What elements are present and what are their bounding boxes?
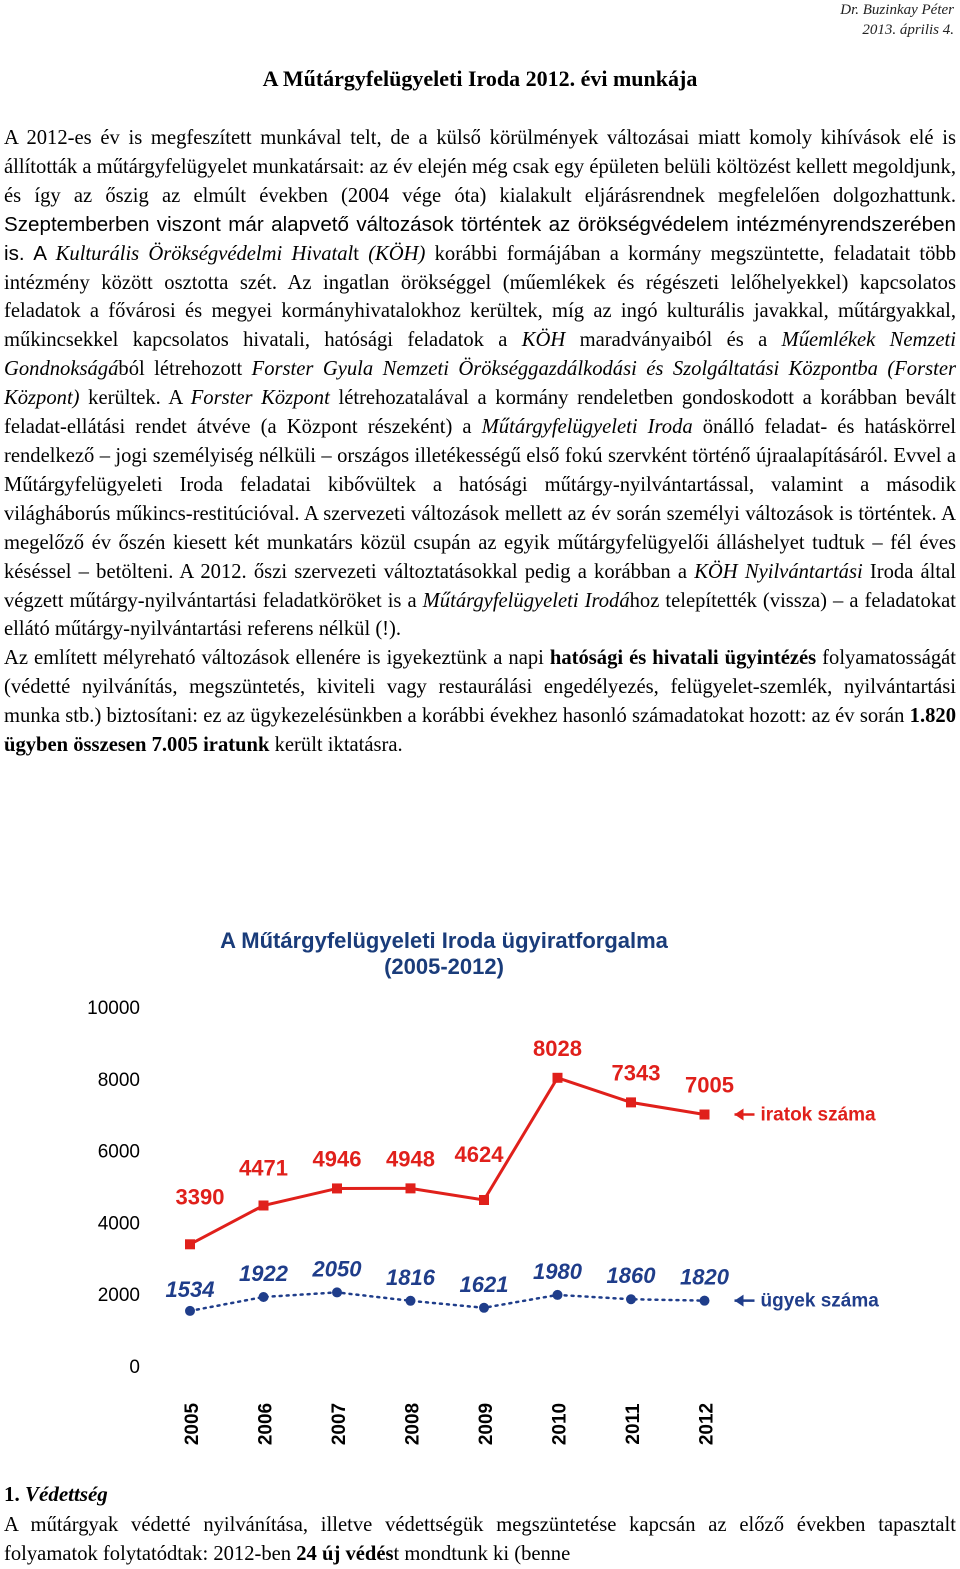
data-label: 1621 xyxy=(459,1271,509,1297)
document-date: 2013. április 4. xyxy=(862,22,954,38)
legend-arrowhead xyxy=(735,1109,744,1121)
text-run: maradványaiból és a xyxy=(565,329,782,352)
paragraph-3 xyxy=(4,1511,956,1569)
text-run: A szervezeti változások mellett az év során személyi változások is történtek. A megelőző év őszén kiesett két munkatárs közül csupán az egyik műtárgyfelügyelői álláshelyet tudtuk – fél éves késéssel – betölteni. A 2012. őszi szervezeti változtatásokkal pedig a korábban a xyxy=(4,502,956,583)
italic-run: Műtárgyfelügyeleti Irodá xyxy=(422,589,630,612)
x-tick-label: 2010 xyxy=(549,1402,571,1446)
data-label: 4471 xyxy=(239,1155,288,1181)
italic-run: Kulturális Örökségvédelmi Hivatal xyxy=(55,242,354,265)
data-label: 4624 xyxy=(454,1141,504,1167)
italic-run: Forster Központ xyxy=(190,387,330,410)
data-point xyxy=(259,1200,269,1210)
data-label: 1860 xyxy=(606,1263,656,1289)
data-label: 1980 xyxy=(533,1258,582,1284)
text-run: Az ingatlan örökséggel (műemlékek és régészeti lelőhelyekkel) kapcsolatos feladatok a fővárosi és megyei kormányhivatalokhoz kerültek, míg az ingó kulturális javakkal, műtárgyakkal, műkincsekkel kapcsolatos hivatali, hatósági feladatok a xyxy=(4,271,956,352)
paragraph-2 xyxy=(4,644,956,760)
body-text xyxy=(4,124,956,760)
text-run: hoz telepítették (vissza) – a feladatokat ellátó műtárgy-nyilvántartási referens nélkül (!). xyxy=(4,589,956,641)
data-point xyxy=(406,1296,416,1306)
italic-run: Műtárgyfelügyeleti Iroda xyxy=(481,416,693,439)
legend-arrowhead xyxy=(735,1295,744,1307)
text-run: Az említett mélyreható változások ellenére is igyekeztünk a napi xyxy=(4,647,550,670)
text-run: korábbi formájában a kormány megszüntette, feladatait több intézmény között osztotta szét. xyxy=(4,242,957,294)
italic-run: KÖH xyxy=(521,329,566,352)
text-run: folyamatosságát (védetté nyilvánítás, megszüntetés, kiviteli vagy restaurálási engedélyezés, felügyelet-szemlék, nyilvántartási munka stb.) biztosítani: ez az ügykezelésünkben a korábbi évekhez hasonló számadatokat hozott: az év során xyxy=(4,647,957,728)
data-point xyxy=(626,1294,636,1304)
plot-area xyxy=(87,998,879,1445)
data-label: 1534 xyxy=(165,1276,215,1302)
x-tick-label: 2009 xyxy=(476,1402,497,1446)
data-label: 3390 xyxy=(175,1184,225,1210)
data-point xyxy=(479,1195,489,1205)
text-run: Iroda által végzett műtárgy-nyilvántartási feladatköröket is a xyxy=(4,560,956,612)
y-tick-label: 2000 xyxy=(97,1285,140,1307)
bold-run: 24 új védés xyxy=(296,1542,394,1565)
text-run: került iktatásra. xyxy=(269,734,403,757)
data-point xyxy=(553,1073,563,1083)
chart-subtitle: (2005-2012) xyxy=(384,954,504,979)
data-label: 4948 xyxy=(386,1146,435,1172)
text-run: kerültek. A xyxy=(79,387,191,410)
text-run: A 2012-es év is megfeszített munkával telt, de a külső körülmények változásai miatt komoly kihívások elé is állították a műtárgyfelügyelet munkatársait: az év elején még csak egy épületen belüli költözést kellett megoldjunk, és így az őszig az elmúlt években (2004 vége óta) kialakult eljárásrendnek megfelelően dolgozhattunk. xyxy=(4,127,956,207)
italic-run: Műemlékek Nemzeti Gondnokságá xyxy=(4,329,956,381)
data-label: 1922 xyxy=(239,1261,288,1287)
data-point xyxy=(332,1183,342,1193)
data-point xyxy=(479,1303,489,1313)
section-text xyxy=(4,1511,956,1569)
text-run: létrehozatalával a kormány rendeletben gondoskodott a korábban bevált feladat-ellátási rendet átvéve (a Központ részeként) a xyxy=(4,387,957,439)
data-point xyxy=(185,1306,195,1316)
section-heading xyxy=(4,1482,108,1507)
text-run: A műtárgyak védetté nyilvánítása, illetve védettségük megszüntetése kapcsán az előző években tapasztalt folyamatok folytatódtak: 2012-ben xyxy=(4,1514,956,1565)
text-run: önálló feladat- és hatáskörrel rendelkező – jogi személyiség nélküli – országos illetékességű első fokú szervként történő újraalapításáról. Evvel a Műtárgyfelügyeleti Iroda feladatai kibővültek a hatósági műtárgy-nyilvántartással, valamint a második világháborús műkincs-restitúcióval. xyxy=(4,416,956,525)
bold-run: hatósági és hivatali ügyintézés xyxy=(549,647,817,670)
text-run: t mondtunk ki (benne xyxy=(393,1542,571,1565)
data-label: 2050 xyxy=(312,1256,362,1282)
data-label: 7343 xyxy=(611,1060,661,1086)
section-number: 1. xyxy=(4,1482,20,1506)
section-title: Védettség xyxy=(25,1482,108,1506)
chart-title: A Műtárgyfelügyeleti Iroda ügyiratforgalma xyxy=(220,928,668,953)
italic-run: Forster Gyula Nemzeti Örökséggazdálkodási és Szolgáltatási Központba (Forster Központ) xyxy=(4,358,956,410)
y-tick-label: 4000 xyxy=(97,1213,140,1235)
data-label: 4946 xyxy=(312,1146,362,1172)
document-header xyxy=(840,0,954,40)
data-point xyxy=(700,1110,710,1120)
data-point xyxy=(259,1292,269,1302)
italic-run: KÖH Nyilvántartási xyxy=(694,560,863,583)
data-point xyxy=(626,1097,636,1107)
y-tick-label: 0 xyxy=(129,1357,140,1378)
bold-run: 1.820 ügyben összesen 7.005 iratunk xyxy=(4,705,956,757)
page-title: A Műtárgyfelügyeleti Iroda 2012. évi munkája xyxy=(262,66,698,91)
x-tick-label: 2012 xyxy=(696,1402,718,1446)
y-tick-label: 8000 xyxy=(97,1069,140,1091)
legend-label: iratok száma xyxy=(760,1104,876,1126)
text-run: ból létrehozott xyxy=(118,358,252,381)
x-tick-label: 2008 xyxy=(402,1402,424,1446)
data-point xyxy=(406,1183,416,1193)
x-tick-label: 2011 xyxy=(623,1403,644,1445)
line-chart xyxy=(87,920,888,1446)
data-point xyxy=(553,1290,563,1300)
x-tick-label: 2007 xyxy=(329,1402,350,1446)
data-label: 7005 xyxy=(685,1072,734,1098)
x-tick-label: 2006 xyxy=(255,1402,277,1446)
data-label: 1820 xyxy=(680,1264,729,1290)
text-run: t xyxy=(353,242,369,265)
data-label: 1816 xyxy=(386,1264,435,1290)
data-point xyxy=(332,1287,342,1297)
author-name: Dr. Buzinkay Péter xyxy=(840,2,954,18)
y-tick-label: 10000 xyxy=(87,998,140,1019)
data-label: 8028 xyxy=(533,1035,582,1061)
y-tick-label: 6000 xyxy=(97,1141,140,1163)
data-point xyxy=(185,1239,195,1249)
paragraph-1 xyxy=(4,124,956,644)
text-run: Szeptemberben viszont már alapvető változások történtek az örökségvédelem intézményrendszerében is. A xyxy=(4,212,956,265)
x-tick-label: 2005 xyxy=(182,1402,203,1446)
legend-label: ügyek száma xyxy=(760,1290,879,1312)
italic-run: (KÖH) xyxy=(368,242,426,265)
data-point xyxy=(700,1296,710,1306)
